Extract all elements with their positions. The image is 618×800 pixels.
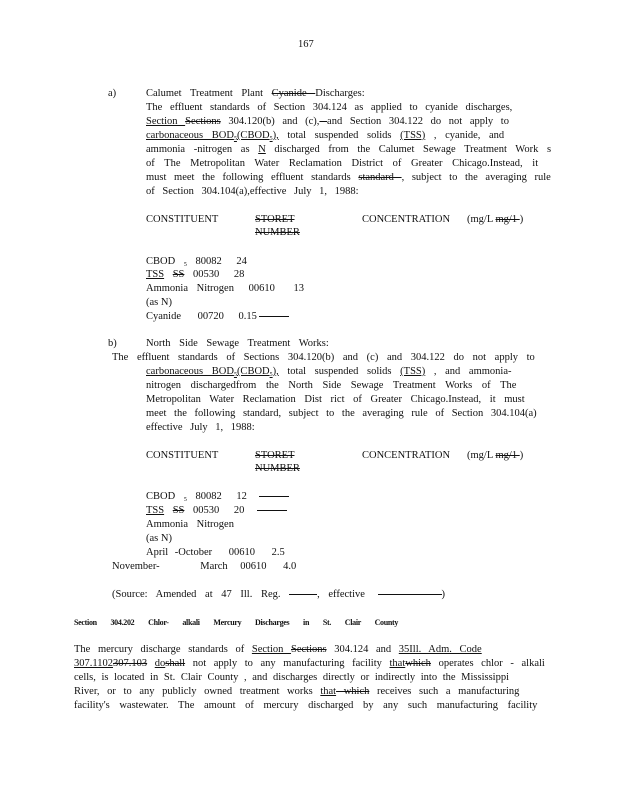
table-b-row-as-n: (as N) xyxy=(146,533,172,544)
inserted-text: (CBOD xyxy=(236,366,270,377)
inserted-text: (TSS) xyxy=(400,130,426,141)
strike-text xyxy=(319,116,327,127)
strike-text: 307.103 xyxy=(113,658,148,669)
subscript: 5 xyxy=(183,262,187,268)
table-a-row-tss xyxy=(146,268,244,281)
table-a-row-cyanide xyxy=(146,310,289,323)
cell-constituent: Ammonia Nitrogen xyxy=(146,283,234,294)
inserted-text: N xyxy=(258,144,266,155)
blank-line xyxy=(378,594,442,595)
table-a-concentration-header: CONCENTRATION xyxy=(362,214,451,225)
inserted-text: TSS xyxy=(146,505,165,516)
subscript: 5 xyxy=(269,136,273,142)
page-number: 167 xyxy=(298,39,314,50)
inserted-text: carbonaceous BOD xyxy=(146,130,234,141)
final-text: River, or to any publicly owned treatment works xyxy=(74,686,321,697)
para-b-line-1: The effluent standards of Sections 304.120(b) and (c) and 304.122 do not apply to xyxy=(112,352,535,363)
para-a-text: of The Metropolitan Water Reclamation District of Greater Chicago.Instead, it xyxy=(146,158,539,169)
unit-text: (mg/L xyxy=(467,450,496,461)
unit-text: ) xyxy=(519,450,524,461)
strike-text: Sections xyxy=(291,644,327,655)
cell-storet: 00530 xyxy=(193,505,220,516)
table-a-storet-header: STORET NUMBER xyxy=(255,214,300,238)
para-a-text: The effluent standards of Section 304.124 as applied to cyanide discharges, xyxy=(146,102,513,113)
inserted-text: TSS xyxy=(146,269,165,280)
table-a-row-as-n: (as N) xyxy=(146,297,172,308)
para-a-text: ammonia -nitrogen as xyxy=(146,144,259,155)
subscript: 5 xyxy=(269,372,273,378)
strike-text: which xyxy=(336,686,370,697)
para-b-text: , and ammonia- xyxy=(425,366,512,377)
table-a-row-ammonia xyxy=(146,282,304,295)
inserted-text: ), xyxy=(272,366,279,377)
cell-value: 13 xyxy=(293,283,304,294)
table-a-constituent-header: CONSTITUENT xyxy=(146,214,219,225)
strike-text: standard xyxy=(358,172,402,183)
final-text: receives such a manufacturing xyxy=(369,686,520,697)
final-line-2 xyxy=(74,657,545,670)
unit-text: ) xyxy=(519,214,524,225)
table-b-row-ammonia: Ammonia Nitrogen xyxy=(146,519,234,530)
source-text: (Source: Amended at 47 Ill. Reg. xyxy=(112,589,281,600)
cell-storet: 00610 xyxy=(240,561,267,572)
cell-storet: 80082 xyxy=(195,491,222,502)
final-line-5: facility's wastewater. The amount of mercury discharged by any such manufacturing facility xyxy=(74,700,538,711)
para-a-text: total suspended solids xyxy=(278,130,401,141)
strike-text: Sections xyxy=(185,116,221,127)
table-a-unit-header xyxy=(467,213,523,226)
para-a-text: 304.120(b) and (c), xyxy=(220,116,320,127)
table-b-storet-header: STORET NUMBER xyxy=(255,450,300,474)
para-a-heading xyxy=(146,87,365,100)
final-line-1 xyxy=(74,643,482,656)
para-b-line-6: effective July 1, 1988: xyxy=(146,422,255,433)
cell-constituent: November- xyxy=(112,561,160,572)
source-note xyxy=(112,588,445,601)
blank-line xyxy=(289,594,317,595)
table-b-unit-header xyxy=(467,449,523,462)
para-a-text: must meet the following effluent standards xyxy=(146,172,359,183)
table-b-constituent-header: CONSTITUENT xyxy=(146,450,219,461)
cell-constituent: CBOD xyxy=(146,491,176,502)
cell-storet: 80082 xyxy=(195,256,222,267)
inserted-text: 307.1102 xyxy=(74,658,113,669)
cell-value: 20 xyxy=(233,505,245,516)
strike-text: mg/1 xyxy=(495,214,520,225)
final-text: not apply to any manufacturing facility xyxy=(185,658,390,669)
rule-line xyxy=(259,316,289,317)
cell-storet: 00720 xyxy=(197,311,224,322)
para-a-heading-end: Discharges: xyxy=(315,88,365,99)
cell-constituent: April -October xyxy=(146,547,213,558)
final-line-4 xyxy=(74,685,519,698)
strike-text: shall xyxy=(165,658,186,669)
table-b-concentration-header: CONCENTRATION xyxy=(362,450,451,461)
para-b-label: b) xyxy=(108,338,117,349)
para-a-text: discharged from the Calumet Sewage Treatment Work s xyxy=(265,144,552,155)
inserted-text: ), xyxy=(272,130,279,141)
cell-value: 4.0 xyxy=(283,561,297,572)
section-heading: Section 304.202 Chlor- alkali Mercury Discharges in St. Clair County xyxy=(74,618,399,627)
para-a-line-1 xyxy=(146,101,513,114)
para-a-heading-text: Calumet Treatment Plant xyxy=(146,88,272,99)
para-a-line-6 xyxy=(146,171,551,184)
strike-text: SS xyxy=(172,269,185,280)
inserted-text: (TSS) xyxy=(400,366,426,377)
inserted-text: that xyxy=(389,658,406,669)
cell-value: 12 xyxy=(236,491,247,502)
para-a-line-7 xyxy=(146,185,359,198)
strike-text: which xyxy=(405,658,431,669)
para-a-text: and Section 304.122 do not apply to xyxy=(327,116,509,127)
table-b-row-tss xyxy=(146,504,287,517)
para-b-line-4: Metropolitan Water Reclamation Dist rict of Greater Chicago.Instead, it must xyxy=(146,394,525,405)
rule-line xyxy=(257,510,287,511)
subscript: 5 xyxy=(183,497,187,503)
para-a-line-2 xyxy=(146,115,509,128)
para-a-line-4 xyxy=(146,143,551,156)
cell-value: 2.5 xyxy=(271,547,285,558)
inserted-text: (CBOD xyxy=(236,130,270,141)
para-a-text: , cyanide, and xyxy=(425,130,505,141)
para-a-label: a) xyxy=(108,88,117,99)
strike-text: mg/1 xyxy=(495,450,520,461)
final-text: operates chlor - alkali xyxy=(430,658,545,669)
inserted-text: 35Ill. Adm. Code xyxy=(398,644,482,655)
rule-line xyxy=(259,496,289,497)
para-b-line-3: nitrogen dischargedfrom the North Side Sewage Treatment Works of The xyxy=(146,380,517,391)
cell-storet: 00610 xyxy=(248,283,275,294)
cell-constituent: CBOD xyxy=(146,256,176,267)
inserted-text: Section xyxy=(251,644,292,655)
para-a-text: of Section 304.104(a),effective July 1, 1988: xyxy=(146,186,359,197)
inserted-text: do xyxy=(154,658,166,669)
inserted-text: carbonaceous BOD xyxy=(146,366,234,377)
para-a-text: , subject to the averaging rule xyxy=(401,172,551,183)
inserted-text: Section xyxy=(146,116,186,127)
source-text: , effective xyxy=(317,589,365,600)
subscript: 5 xyxy=(233,372,237,378)
final-text: The mercury discharge standards of xyxy=(74,644,252,655)
unit-text: (mg/L xyxy=(467,214,496,225)
subscript: 5 xyxy=(233,136,237,142)
cell-constituent: Cyanide xyxy=(146,311,181,322)
para-a-line-5 xyxy=(146,157,538,170)
para-b-text: total suspended solids xyxy=(278,366,401,377)
cell-storet: 00530 xyxy=(193,269,220,280)
final-text xyxy=(147,658,155,669)
cell-value: 24 xyxy=(236,256,247,267)
source-text: ) xyxy=(441,589,446,600)
cell-value: 0.15 xyxy=(238,311,257,322)
strike-text: Cyanide xyxy=(271,88,316,99)
final-text: 304.124 and xyxy=(326,644,399,655)
final-line-3: cells, is located in St. Clair County , and discharges directly or indirectly into the Mississippi xyxy=(74,672,510,683)
strike-text: SS xyxy=(172,505,185,516)
cell-constituent: March xyxy=(200,561,228,572)
cell-value: 28 xyxy=(233,269,245,280)
cell-storet: 00610 xyxy=(228,547,255,558)
para-b-heading: North Side Sewage Treatment Works: xyxy=(146,338,329,349)
para-b-line-5: meet the following standard, subject to the averaging rule of Section 304.104(a) xyxy=(146,408,537,419)
inserted-text: that xyxy=(320,686,337,697)
table-b-row-april xyxy=(146,546,285,559)
table-b-row-november xyxy=(112,560,296,573)
